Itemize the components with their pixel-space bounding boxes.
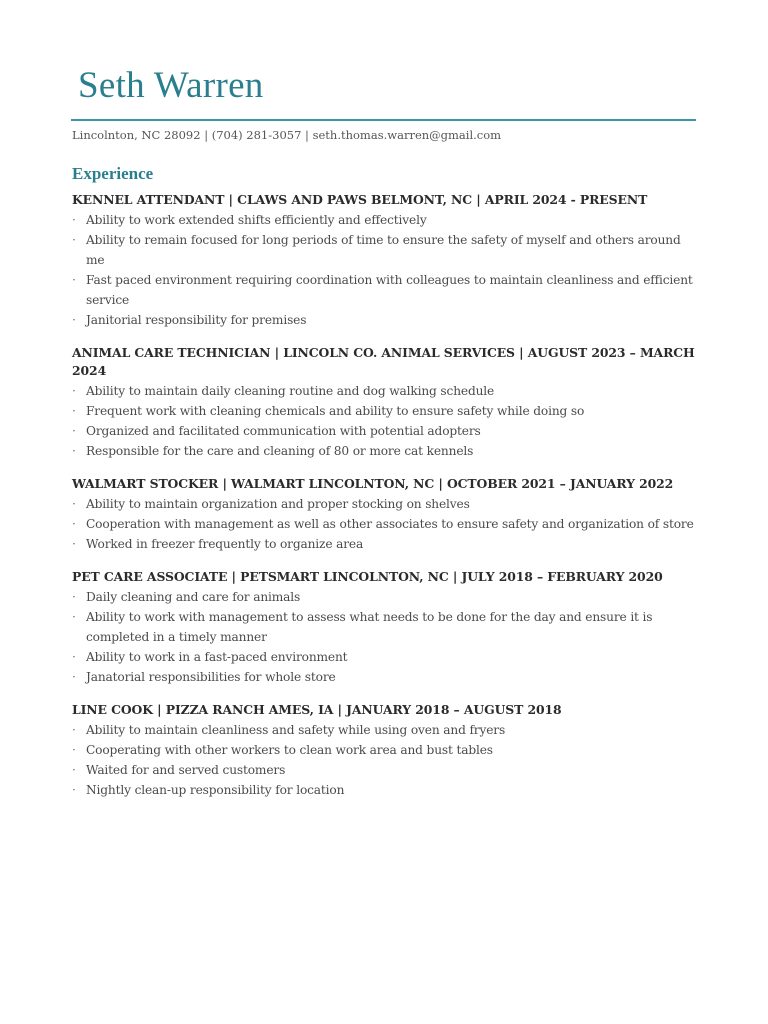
bullet-icon: · bbox=[72, 384, 76, 398]
bullet-icon: · bbox=[72, 743, 76, 757]
job-entry bbox=[72, 191, 702, 330]
list-item bbox=[72, 534, 702, 554]
list-item bbox=[72, 587, 702, 607]
bullet-icon: · bbox=[72, 723, 76, 737]
bullet-text: Ability to maintain organization and proper stocking on shelves bbox=[86, 497, 470, 511]
job-bullets bbox=[72, 494, 702, 554]
list-item bbox=[72, 720, 702, 740]
bullet-icon: · bbox=[72, 444, 76, 458]
bullet-icon: · bbox=[72, 497, 76, 511]
bullet-icon: · bbox=[72, 313, 76, 327]
job-bullets bbox=[72, 210, 702, 330]
bullet-icon: · bbox=[72, 404, 76, 418]
job-title: WALMART STOCKER | WALMART LINCOLNTON, NC | OCTOBER 2021 – JANUARY 2022 bbox=[72, 476, 674, 491]
header-divider bbox=[71, 119, 696, 121]
bullet-text: Ability to maintain cleanliness and safety while using oven and fryers bbox=[86, 723, 506, 737]
bullet-icon: · bbox=[72, 590, 76, 604]
bullet-text: Janitorial responsibility for premises bbox=[86, 313, 307, 327]
list-item bbox=[72, 441, 702, 461]
bullet-text: Cooperating with other workers to clean work area and bust tables bbox=[86, 743, 493, 757]
job-entry bbox=[72, 701, 702, 800]
job-entry bbox=[72, 568, 702, 687]
bullet-text: Janatorial responsibilities for whole store bbox=[86, 670, 336, 684]
bullet-text: Frequent work with cleaning chemicals and ability to ensure safety while doing so bbox=[86, 404, 585, 418]
bullet-text: Ability to remain focused for long periods of time to ensure the safety of myself and others around me bbox=[86, 233, 681, 267]
list-item bbox=[72, 381, 702, 401]
bullet-text: Ability to work extended shifts efficiently and effectively bbox=[86, 213, 427, 227]
bullet-text: Waited for and served customers bbox=[86, 763, 286, 777]
job-title: KENNEL ATTENDANT | CLAWS AND PAWS BELMONT, NC | APRIL 2024 - PRESENT bbox=[72, 192, 648, 207]
bullet-text: Fast paced environment requiring coordination with colleagues to maintain cleanliness and efficient service bbox=[86, 273, 693, 307]
list-item bbox=[72, 421, 702, 441]
list-item bbox=[72, 494, 702, 514]
bullet-icon: · bbox=[72, 610, 76, 624]
bullet-icon: · bbox=[72, 213, 76, 227]
job-title: LINE COOK | PIZZA RANCH AMES, IA | JANUARY 2018 – AUGUST 2018 bbox=[72, 702, 562, 717]
list-item bbox=[72, 514, 702, 534]
bullet-icon: · bbox=[72, 273, 76, 287]
list-item bbox=[72, 740, 702, 760]
bullet-icon: · bbox=[72, 537, 76, 551]
list-item bbox=[72, 401, 702, 421]
job-title: ANIMAL CARE TECHNICIAN | LINCOLN CO. ANIMAL SERVICES | AUGUST 2023 – MARCH 2024 bbox=[72, 345, 695, 378]
list-item bbox=[72, 310, 702, 330]
list-item bbox=[72, 667, 702, 687]
job-title: PET CARE ASSOCIATE | PETSMART LINCOLNTON, NC | JULY 2018 – FEBRUARY 2020 bbox=[72, 569, 663, 584]
job-bullets bbox=[72, 587, 702, 687]
job-bullets bbox=[72, 720, 702, 800]
candidate-name: Seth Warren bbox=[78, 65, 264, 106]
job-bullets bbox=[72, 381, 702, 461]
bullet-text: Ability to maintain daily cleaning routine and dog walking schedule bbox=[86, 384, 495, 398]
bullet-icon: · bbox=[72, 763, 76, 777]
list-item bbox=[72, 647, 702, 667]
list-item bbox=[72, 607, 702, 647]
bullet-icon: · bbox=[72, 670, 76, 684]
list-item bbox=[72, 270, 702, 310]
list-item bbox=[72, 210, 702, 230]
bullet-text: Responsible for the care and cleaning of 80 or more cat kennels bbox=[86, 444, 474, 458]
list-item bbox=[72, 780, 702, 800]
bullet-icon: · bbox=[72, 424, 76, 438]
bullet-text: Organized and facilitated communication with potential adopters bbox=[86, 424, 481, 438]
bullet-text: Nightly clean-up responsibility for location bbox=[86, 783, 345, 797]
contact-info: Lincolnton, NC 28092 | (704) 281-3057 | seth.thomas.warren@gmail.com bbox=[72, 128, 502, 142]
list-item bbox=[72, 760, 702, 780]
bullet-text: Daily cleaning and care for animals bbox=[86, 590, 301, 604]
bullet-icon: · bbox=[72, 233, 76, 247]
experience-heading: Experience bbox=[72, 164, 154, 183]
bullet-icon: · bbox=[72, 650, 76, 664]
experience-list bbox=[72, 191, 702, 814]
bullet-text: Worked in freezer frequently to organize area bbox=[86, 537, 364, 551]
bullet-icon: · bbox=[72, 517, 76, 531]
bullet-text: Ability to work in a fast-paced environment bbox=[86, 650, 348, 664]
job-entry bbox=[72, 475, 702, 554]
job-entry bbox=[72, 344, 702, 461]
bullet-text: Cooperation with management as well as other associates to ensure safety and organization of store bbox=[86, 517, 694, 531]
bullet-text: Ability to work with management to assess what needs to be done for the day and ensure it is completed in a timely manner bbox=[86, 610, 653, 644]
list-item bbox=[72, 230, 702, 270]
bullet-icon: · bbox=[72, 783, 76, 797]
